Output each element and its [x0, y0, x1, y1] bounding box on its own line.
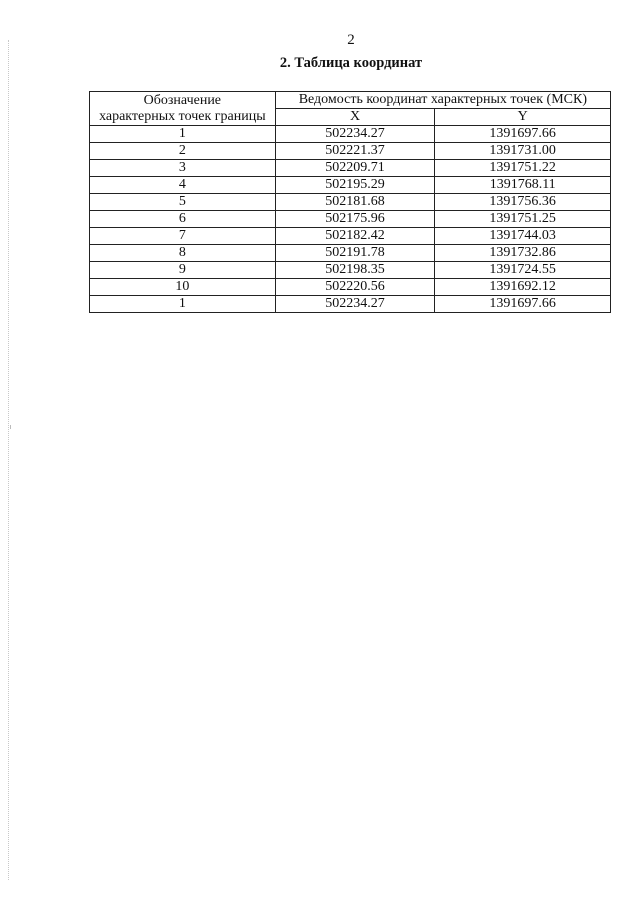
cell-y: 1391768.11	[435, 177, 611, 194]
header-col-x: X	[275, 109, 435, 126]
table-row	[90, 245, 611, 262]
table-row	[90, 160, 611, 177]
cell-y: 1391692.12	[435, 279, 611, 296]
cell-y: 1391756.36	[435, 194, 611, 211]
header-point-designation	[90, 92, 276, 126]
cell-x: 502234.27	[275, 296, 435, 313]
cell-point: 10	[90, 279, 276, 296]
table-header-row	[90, 92, 611, 109]
cell-x: 502209.71	[275, 160, 435, 177]
cell-point: 5	[90, 194, 276, 211]
cell-y: 1391724.55	[435, 262, 611, 279]
coordinates-table	[89, 91, 611, 313]
cell-x: 502181.68	[275, 194, 435, 211]
cell-x: 502182.42	[275, 228, 435, 245]
cell-y: 1391731.00	[435, 143, 611, 160]
table-row	[90, 194, 611, 211]
cell-y: 1391697.66	[435, 296, 611, 313]
cell-x: 502220.56	[275, 279, 435, 296]
cell-point: 1	[90, 126, 276, 143]
cell-x: 502221.37	[275, 143, 435, 160]
cell-x: 502198.35	[275, 262, 435, 279]
cell-point: 1	[90, 296, 276, 313]
cell-x: 502175.96	[275, 211, 435, 228]
cell-y: 1391732.86	[435, 245, 611, 262]
cell-point: 4	[90, 177, 276, 194]
cell-y: 1391751.25	[435, 211, 611, 228]
cell-point: 3	[90, 160, 276, 177]
cell-point: 2	[90, 143, 276, 160]
header-point-line-2: характерных точек границы	[99, 108, 266, 124]
cell-x: 502234.27	[275, 126, 435, 143]
cell-point: 9	[90, 262, 276, 279]
table-row	[90, 143, 611, 160]
header-point-line-1: Обозначение	[143, 92, 222, 108]
header-coordinates: Ведомость координат характерных точек (МСК)	[275, 92, 610, 109]
table-row	[90, 177, 611, 194]
cell-x: 502191.78	[275, 245, 435, 262]
table-row	[90, 296, 611, 313]
cell-y: 1391751.22	[435, 160, 611, 177]
cell-point: 8	[90, 245, 276, 262]
page-title: 2. Таблица координат	[279, 55, 423, 71]
cell-point: 7	[90, 228, 276, 245]
table-row	[90, 262, 611, 279]
page-number: 2	[347, 32, 355, 48]
cell-point: 6	[90, 211, 276, 228]
table-row	[90, 279, 611, 296]
cell-y: 1391744.03	[435, 228, 611, 245]
cell-x: 502195.29	[275, 177, 435, 194]
scan-margin-line	[8, 40, 9, 880]
table-row	[90, 211, 611, 228]
table-row	[90, 228, 611, 245]
scan-speck	[10, 425, 11, 429]
header-col-y: Y	[435, 109, 611, 126]
table-row	[90, 126, 611, 143]
cell-y: 1391697.66	[435, 126, 611, 143]
